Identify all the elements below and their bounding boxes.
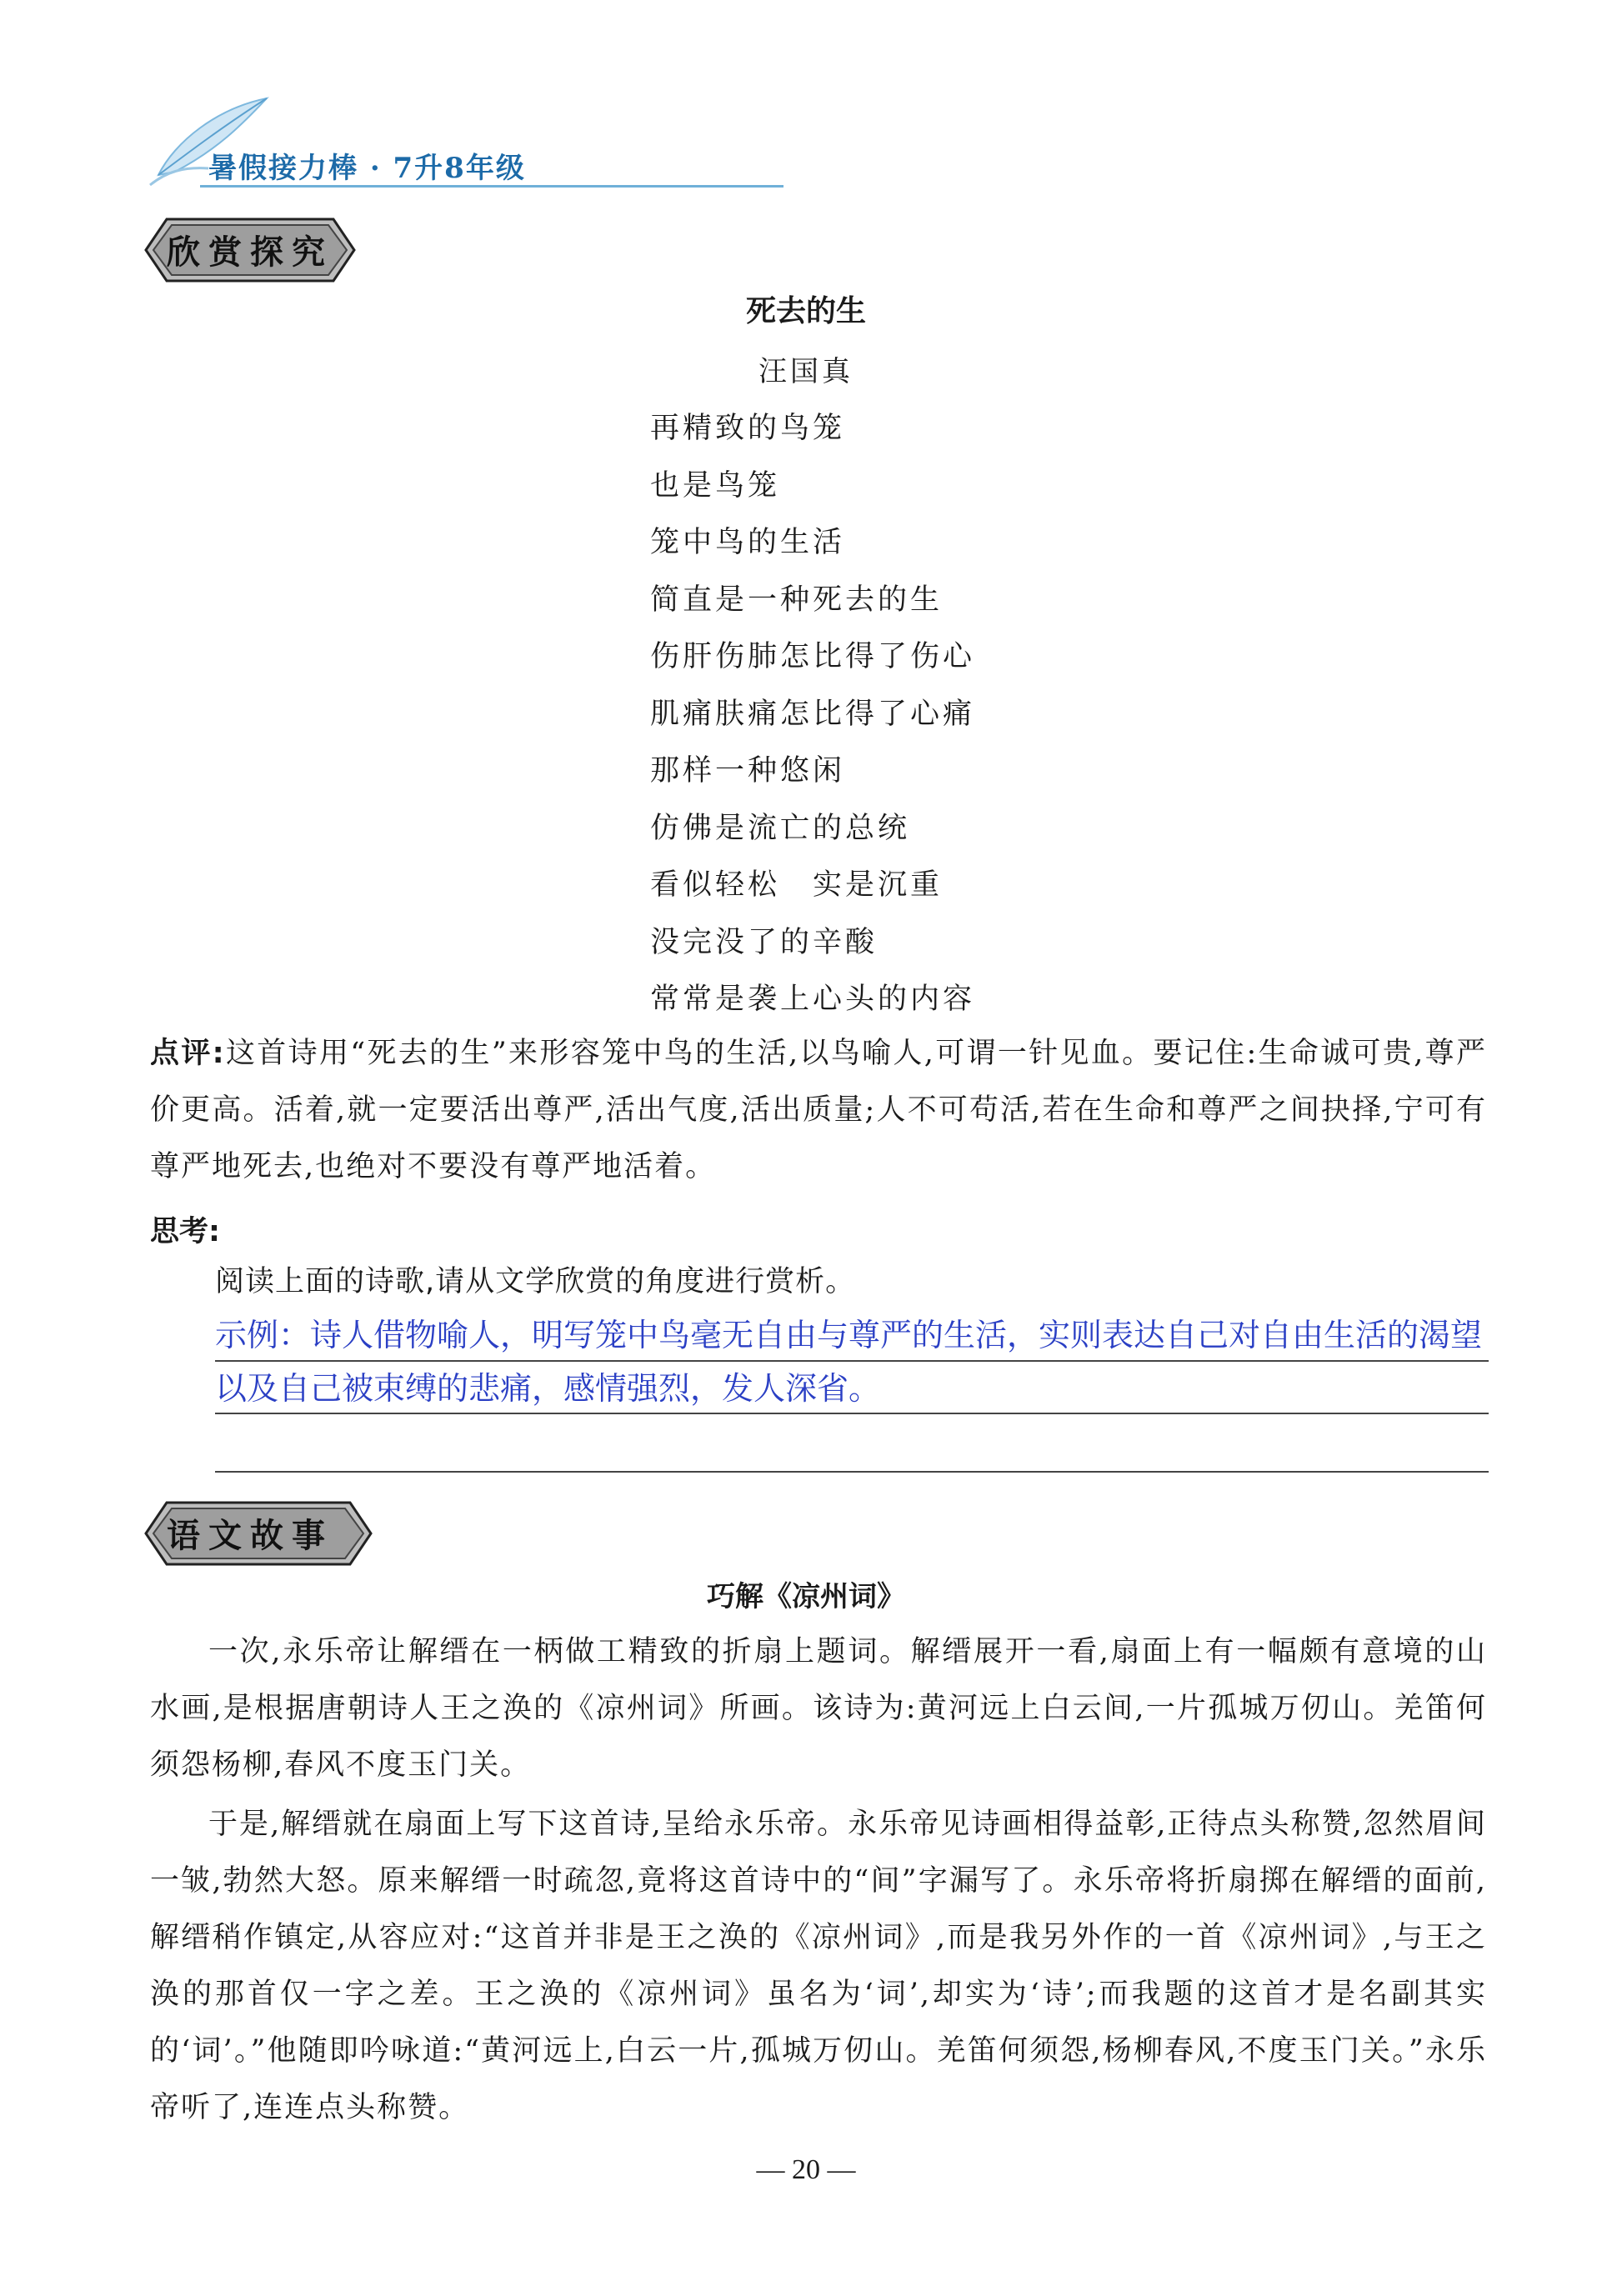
poem-line: 看似轻松 实是沉重 (650, 868, 944, 902)
think-label: 思考: (150, 1215, 220, 1248)
poem-line: 伤肝伤肺怎比得了伤心 (650, 640, 976, 673)
section-banner-story (142, 1496, 458, 1571)
answer-line (215, 1413, 1489, 1414)
section-title-story: 语文故事 (167, 1517, 333, 1555)
poem-title: 死去的生 (745, 294, 866, 328)
poem-line: 笼中鸟的生活 (650, 526, 846, 559)
section-banner-appreciation (142, 213, 458, 288)
answer-line (215, 1360, 1489, 1362)
comment-label: 点评: (150, 1037, 226, 1070)
poem-line: 没完没了的辛酸 (650, 925, 879, 959)
story-title: 巧解《凉州词》 (707, 1580, 905, 1613)
poem-line: 再精致的鸟笼 (650, 412, 846, 445)
poem-line: 那样一种悠闲 (650, 754, 846, 788)
poem-line: 仿佛是流亡的总统 (650, 811, 911, 845)
poem-author: 汪国真 (758, 355, 854, 388)
think-answer: 示例：诗人借物喻人，明写笼中鸟毫无自由与尊严的生活，实则表达自己对自由生活的渴望以及自己被束缚的悲痛，感情强烈，发人深省。 (215, 1317, 1483, 1407)
page-number: — 20 — (756, 2154, 856, 2185)
poem-body (650, 404, 975, 1033)
header-divider (200, 185, 783, 188)
think-question: 阅读上面的诗歌,请从文学欣赏的角度进行赏析。 (215, 1265, 856, 1298)
poem-line: 也是鸟笼 (650, 468, 781, 503)
poem-line: 简直是一种死去的生 (650, 583, 944, 617)
answer-line (215, 1471, 1489, 1473)
page-header (142, 92, 792, 183)
section-title-appreciation: 欣赏探究 (167, 233, 333, 272)
header-title: 暑假接力棒 · 7升8年级 (208, 152, 526, 185)
poem-line: 常常是袭上心头的内容 (650, 983, 976, 1016)
comment-text: 这首诗用“死去的生”来形容笼中鸟的生活,以鸟喻人,可谓一针见血。要记住:生命诚可贵,尊严价更高。活着,就一定要活出尊严,活出气度,活出质量;人不可苟活,若在生命和尊严之间抉择,宁可有尊严地死去,也绝对不要没有尊严地活着。 (150, 1037, 1487, 1183)
story-paragraph: 于是,解缙就在扇面上写下这首诗,呈给永乐帝。永乐帝见诗画相得益彰,正待点头称赞,忽然眉间一皱,勃然大怒。原来解缙一时疏忽,竟将这首诗中的“间”字漏写了。永乐帝将折扇掷在解缙的面前,解缙稍作镇定,从容应对:“这首并非是王之涣的《凉州词》,而是我另外作的一首《凉州词》,与王之涣的那首仅一字之差。王之涣的《凉州词》虽名为‘词’,却实为‘诗’;而我题的这首才是名副其实的‘词’。”他随即吟咏道:“黄河远上,白云一片,孤城万仞山。羌笛何须怨,杨柳春风,不度玉门关。”永乐帝听了,连连点头称赞。 (150, 1808, 1487, 2124)
comment-paragraph (150, 1025, 1487, 1195)
poem-line: 肌痛肤痛怎比得了心痛 (650, 697, 976, 731)
story-paragraph: 一次,永乐帝让解缙在一柄做工精致的折扇上题词。解缙展开一看,扇面上有一幅颇有意境的山水画,是根据唐朝诗人王之涣的《凉州词》所画。该诗为:黄河远上白云间,一片孤城万仞山。羌笛何须怨杨柳,春风不度玉门关。 (150, 1635, 1487, 1782)
